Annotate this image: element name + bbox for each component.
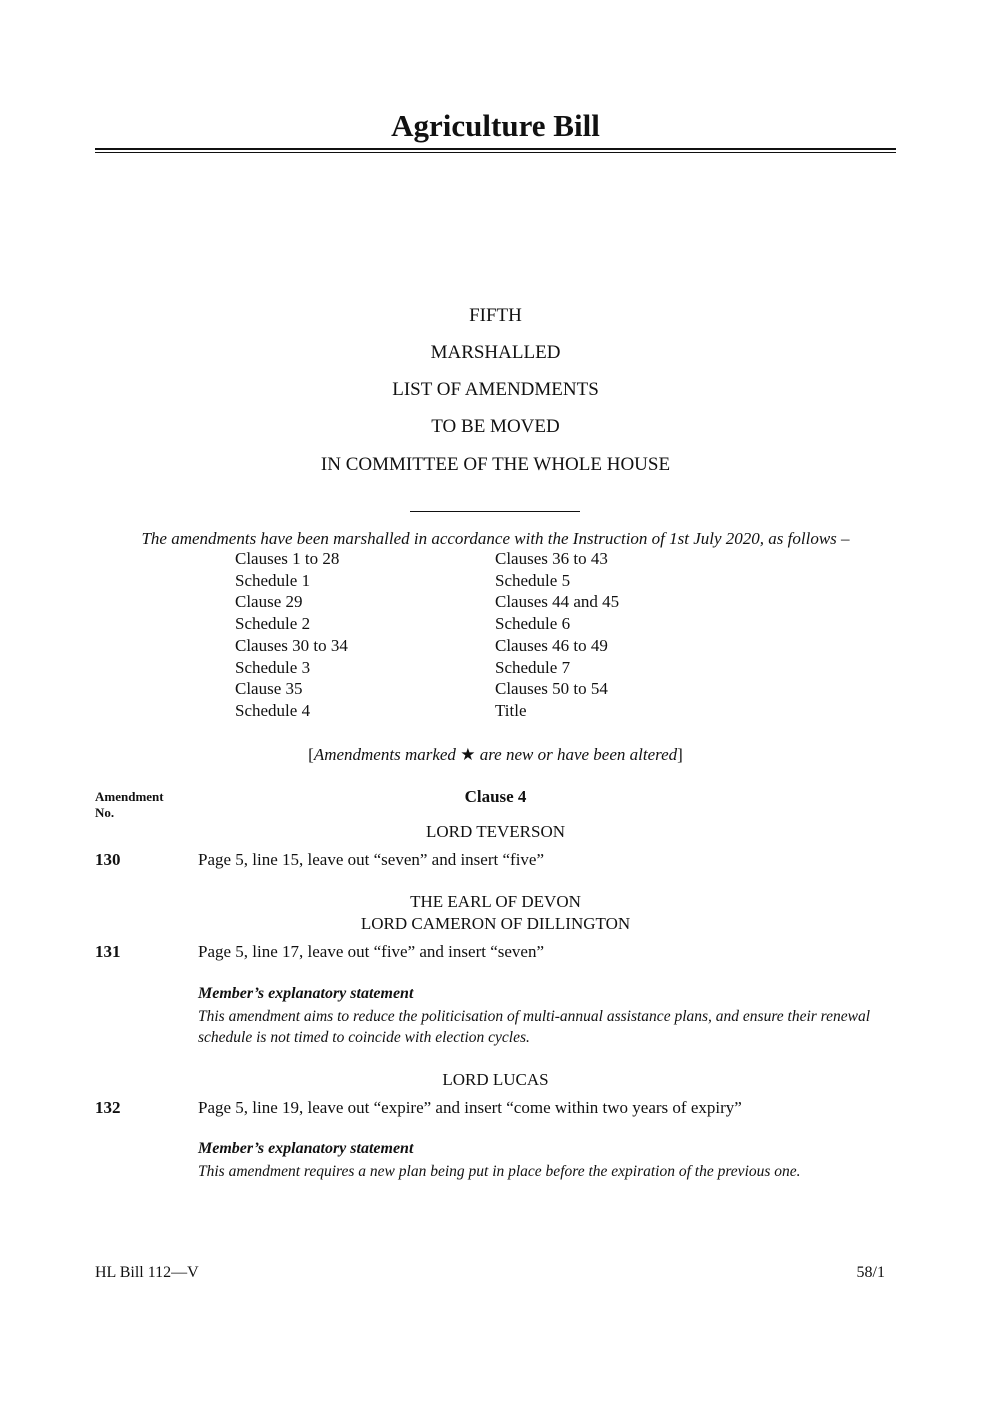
- order-item: Clause 29: [235, 592, 303, 612]
- heading-line: MARSHALLED: [430, 342, 561, 363]
- statement-title: Member’s explanatory statement: [198, 985, 414, 1002]
- amendment-text: Page 5, line 17, leave out “five” and insert “seven”: [198, 942, 545, 961]
- page-reference: 58/1: [856, 1264, 885, 1281]
- order-item: Title: [495, 700, 527, 720]
- explanatory-statement: This amendment requires a new plan being put in place before the expiration of the previous one.: [198, 1163, 801, 1180]
- explanatory-statement: This amendment aims to reduce the politicisation of multi-annual assistance plans, and ensure their renewal schedule is not timed to coincide with election cycles.: [198, 1008, 871, 1046]
- order-item: Schedule 2: [235, 614, 311, 634]
- order-item: Clauses 44 and 45: [495, 592, 620, 612]
- note-text: are new or have been altered: [475, 745, 678, 764]
- bill-reference: HL Bill 112—V: [95, 1264, 199, 1281]
- amendment-text: Page 5, line 19, leave out “expire” and insert “come within two years of expiry”: [198, 1098, 742, 1117]
- title-rule: [95, 148, 896, 150]
- bracket: ]: [677, 745, 683, 764]
- order-item: Clauses 30 to 34: [235, 635, 348, 655]
- member-name: THE EARL OF DEVON: [410, 892, 581, 911]
- order-item: Clauses 1 to 28: [235, 549, 340, 568]
- statement-title: Member’s explanatory statement: [198, 1140, 414, 1157]
- order-item: Clauses 36 to 43: [495, 549, 608, 568]
- order-item: Schedule 5: [495, 570, 571, 590]
- bill-title: Agriculture Bill: [391, 108, 600, 143]
- bracket: [: [308, 745, 314, 764]
- heading-line: LIST OF AMENDMENTS: [392, 379, 599, 400]
- order-item: Schedule 3: [235, 657, 311, 677]
- order-item: Clauses 50 to 54: [495, 679, 608, 699]
- note-text: Amendments marked: [313, 745, 461, 764]
- amendment-number: 132: [95, 1098, 121, 1117]
- label-line: Amendment: [95, 789, 164, 804]
- clause-heading: Clause 4: [464, 787, 527, 806]
- order-item: Schedule 1: [235, 570, 311, 590]
- heading-line: FIFTH: [469, 305, 522, 326]
- member-name: LORD CAMERON OF DILLINGTON: [360, 914, 631, 933]
- order-item: Schedule 4: [235, 700, 311, 720]
- divider: [410, 511, 580, 512]
- amendment-note: [0, 745, 991, 765]
- amendment-number: 130: [95, 850, 121, 869]
- member-name: LORD TEVERSON: [426, 822, 565, 841]
- title-rule-thin: [95, 152, 896, 153]
- heading-line: IN COMMITTEE OF THE WHOLE HOUSE: [320, 454, 671, 475]
- order-item: Clauses 46 to 49: [495, 635, 608, 655]
- star-icon: ★: [460, 745, 476, 764]
- marshalling-intro: The amendments have been marshalled in accordance with the Instruction of 1st July 2020, as follows –: [141, 529, 850, 548]
- order-item: Schedule 6: [495, 614, 571, 634]
- amendment-text: Page 5, line 15, leave out “seven” and insert “five”: [198, 850, 545, 869]
- order-item: Schedule 7: [495, 657, 571, 677]
- label-line: No.: [95, 805, 115, 820]
- order-item: Clause 35: [235, 679, 303, 699]
- member-name: LORD LUCAS: [442, 1070, 549, 1089]
- heading-line: TO BE MOVED: [431, 416, 560, 437]
- amendment-number: 131: [95, 942, 121, 961]
